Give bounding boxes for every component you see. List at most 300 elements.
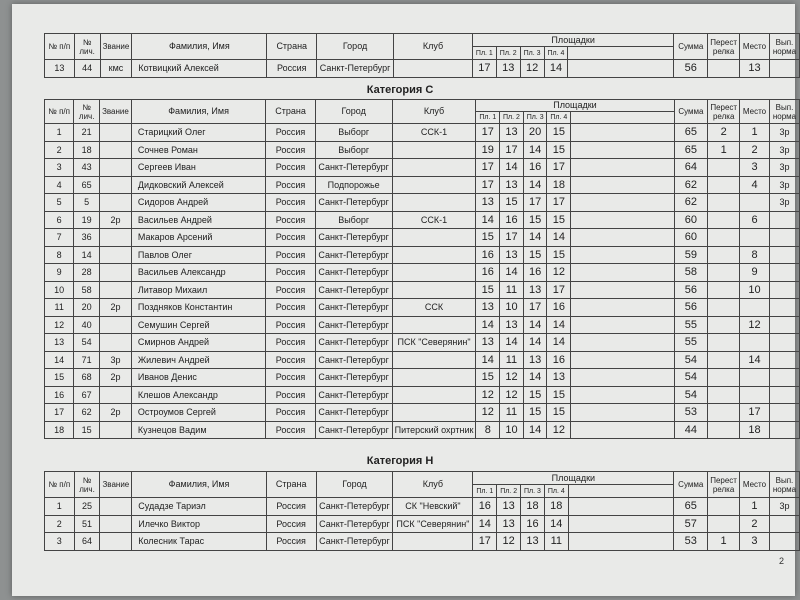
cell-pl3: 15 — [523, 211, 547, 229]
cell-name: Илечко Виктор — [132, 515, 267, 533]
cell-country: Россия — [266, 194, 315, 212]
cell-lic: 67 — [74, 386, 100, 404]
cell-city: Выборг — [315, 124, 392, 142]
cell-lic: 43 — [74, 159, 100, 177]
cell-city: Выборг — [315, 211, 392, 229]
cell-shootoff — [708, 281, 740, 299]
cell-country: Россия — [266, 421, 315, 439]
cell-rank: 2р — [100, 299, 132, 317]
header-pl-4: Пл. 4 — [544, 47, 568, 60]
cell-pl3: 14 — [523, 229, 547, 247]
cell-place — [740, 369, 770, 387]
cell-city: Санкт-Петербург — [315, 404, 392, 422]
header-pl-1: Пл. 1 — [473, 485, 497, 498]
cell-city: Санкт-Петербург — [315, 386, 392, 404]
cell-place: 2 — [740, 141, 770, 159]
cell-pl3: 14 — [523, 369, 547, 387]
cell-name: Кузнецов Вадим — [131, 421, 266, 439]
cell-shootoff — [708, 498, 740, 516]
header-shootoff: Перест релка — [708, 34, 740, 60]
cell-pl2: 14 — [500, 159, 524, 177]
cell-pl3: 13 — [523, 351, 547, 369]
cell-country: Россия — [266, 369, 315, 387]
cell-pl-extra — [571, 351, 674, 369]
cell-norm: 3р — [769, 176, 799, 194]
header-sum: Сумма — [674, 100, 708, 124]
cell-pl-extra — [571, 229, 674, 247]
cell-pl-extra — [568, 60, 674, 78]
cell-pl4: 16 — [547, 351, 571, 369]
cell-num: 16 — [45, 386, 74, 404]
header-country: Страна — [266, 472, 316, 498]
cell-city: Санкт-Петербург — [316, 498, 393, 516]
cell-pl1: 12 — [476, 404, 500, 422]
cell-pl2: 13 — [500, 316, 524, 334]
cell-pl2: 10 — [500, 421, 524, 439]
cell-pl-extra — [571, 386, 674, 404]
cell-pl1: 17 — [476, 159, 500, 177]
cell-name: Семушин Сергей — [131, 316, 266, 334]
cell-pl3: 14 — [523, 316, 547, 334]
cell-city: Санкт-Петербург — [315, 369, 392, 387]
table-row — [45, 515, 800, 533]
cell-lic: 58 — [74, 281, 100, 299]
cell-place: 1 — [739, 498, 769, 516]
cell-club: Питерский охртник — [392, 421, 476, 439]
header-country: Страна — [267, 34, 317, 60]
cell-pl2: 14 — [500, 334, 524, 352]
cell-lic: 20 — [74, 299, 100, 317]
cell-pl2: 11 — [500, 404, 524, 422]
cell-name: Сергеев Иван — [131, 159, 266, 177]
table-row — [45, 246, 800, 264]
cell-num: 12 — [45, 316, 74, 334]
cell-pl1: 16 — [476, 246, 500, 264]
cell-num: 4 — [45, 176, 74, 194]
cell-norm — [769, 533, 799, 551]
cell-pl1: 14 — [476, 351, 500, 369]
cell-place: 18 — [740, 421, 770, 439]
table-row — [45, 176, 800, 194]
cell-pl3: 14 — [523, 141, 547, 159]
category-h-title: Категория Н — [366, 455, 434, 467]
cell-lic: 71 — [74, 351, 100, 369]
cell-pl2: 13 — [500, 176, 524, 194]
cell-sum: 53 — [674, 533, 708, 551]
cell-club — [392, 404, 476, 422]
table-row — [45, 194, 800, 212]
cell-city: Санкт-Петербург — [315, 246, 392, 264]
cell-country: Россия — [266, 351, 315, 369]
cell-club: ССК-1 — [392, 211, 476, 229]
cell-shootoff: 1 — [708, 141, 740, 159]
cell-pl-extra — [571, 421, 674, 439]
cell-name: Сидоров Андрей — [131, 194, 266, 212]
header-platforms: Площадки — [473, 472, 674, 485]
header-row — [45, 34, 800, 47]
cell-country: Россия — [266, 176, 315, 194]
table-row — [45, 124, 800, 142]
header-platforms: Площадки — [472, 34, 673, 47]
header-name: Фамилия, Имя — [132, 472, 267, 498]
header-lic: № лич. — [74, 34, 100, 60]
cell-pl-extra — [571, 141, 674, 159]
cell-name: Иванов Денис — [131, 369, 266, 387]
cell-name: Литавор Михаил — [131, 281, 266, 299]
cell-pl4: 15 — [547, 124, 571, 142]
cell-country: Россия — [266, 246, 315, 264]
cell-rank — [100, 498, 132, 516]
table-row — [45, 264, 800, 282]
cell-club: ПСК "Северянин" — [393, 515, 473, 533]
cell-pl4: 14 — [544, 60, 568, 78]
header-pl-2: Пл. 2 — [496, 47, 520, 60]
cell-club — [392, 264, 476, 282]
header-pl-1: Пл. 1 — [476, 112, 500, 124]
cell-pl3: 16 — [523, 159, 547, 177]
cell-city: Санкт-Петербург — [315, 351, 392, 369]
cell-country: Россия — [266, 404, 315, 422]
cell-country: Россия — [266, 141, 315, 159]
header-lic: № лич. — [74, 472, 100, 498]
cell-city: Санкт-Петербург — [316, 515, 393, 533]
cell-shootoff: 1 — [708, 533, 740, 551]
cell-place: 9 — [740, 264, 770, 282]
cell-country: Россия — [266, 159, 315, 177]
cell-rank — [100, 533, 132, 551]
cell-num: 15 — [45, 369, 74, 387]
cell-num: 3 — [45, 533, 75, 551]
cell-country: Россия — [266, 515, 316, 533]
header-sum: Сумма — [674, 472, 708, 498]
cell-pl4: 18 — [544, 498, 568, 516]
cell-country: Россия — [267, 60, 317, 78]
table-row — [45, 334, 800, 352]
cell-club — [392, 176, 476, 194]
cell-place: 1 — [740, 124, 770, 142]
cell-country: Россия — [266, 281, 315, 299]
cell-pl1: 14 — [476, 211, 500, 229]
cell-pl1: 15 — [476, 281, 500, 299]
cell-rank — [100, 515, 132, 533]
cell-shootoff — [708, 404, 740, 422]
header-num: № п/п — [45, 472, 75, 498]
cell-shootoff — [708, 211, 740, 229]
cell-lic: 51 — [74, 515, 100, 533]
cell-pl-extra — [568, 515, 674, 533]
cell-pl3: 14 — [523, 421, 547, 439]
cell-sum: 60 — [674, 229, 708, 247]
cell-rank — [100, 421, 132, 439]
table-row — [45, 498, 800, 516]
cell-shootoff — [708, 334, 740, 352]
cell-norm: 3р — [769, 498, 799, 516]
header-sum: Сумма — [674, 34, 708, 60]
cell-pl2: 16 — [500, 211, 524, 229]
header-pl-extra — [571, 112, 674, 124]
header-club: Клуб — [393, 472, 473, 498]
page-number: 2 — [778, 556, 784, 566]
header-name: Фамилия, Имя — [132, 34, 267, 60]
cell-num: 7 — [45, 229, 74, 247]
cell-name: Макаров Арсений — [131, 229, 266, 247]
cell-club: ССК-1 — [392, 124, 476, 142]
cell-pl1: 13 — [476, 194, 500, 212]
cell-rank — [100, 159, 132, 177]
cell-city: Выборг — [315, 141, 392, 159]
header-lic: № лич. — [74, 100, 100, 124]
cell-city: Санкт-Петербург — [315, 229, 392, 247]
cell-shootoff — [708, 229, 740, 247]
cell-pl3: 12 — [520, 60, 544, 78]
cell-pl3: 18 — [521, 498, 545, 516]
cell-sum: 54 — [674, 386, 708, 404]
cell-rank: 2р — [100, 369, 132, 387]
cell-norm — [769, 369, 799, 387]
cell-shootoff — [708, 60, 740, 78]
cell-shootoff: 2 — [708, 124, 740, 142]
cell-shootoff — [708, 316, 740, 334]
cell-name: Котвицкий Алексей — [132, 60, 267, 78]
table-row — [45, 141, 800, 159]
cell-country: Россия — [266, 316, 315, 334]
cell-country: Россия — [266, 264, 315, 282]
cell-pl4: 15 — [547, 404, 571, 422]
cell-num: 5 — [45, 194, 74, 212]
table-row — [45, 211, 800, 229]
cell-pl1: 13 — [476, 334, 500, 352]
header-pl-extra — [568, 47, 674, 60]
cell-sum: 64 — [674, 159, 708, 177]
cell-club — [392, 351, 476, 369]
cell-pl2: 13 — [500, 124, 524, 142]
cell-shootoff — [708, 515, 740, 533]
cell-num: 1 — [45, 498, 75, 516]
cell-city: Санкт-Петербург — [315, 281, 392, 299]
cell-norm — [769, 246, 799, 264]
cell-place: 13 — [739, 60, 769, 78]
cell-lic: 14 — [74, 246, 100, 264]
cell-name: Дидковский Алексей — [131, 176, 266, 194]
cell-club — [393, 533, 473, 551]
cell-lic: 44 — [74, 60, 100, 78]
header-city: Город — [315, 100, 392, 124]
cell-pl2: 10 — [500, 299, 524, 317]
cell-country: Россия — [266, 498, 316, 516]
cell-rank — [100, 229, 132, 247]
cell-pl-extra — [571, 176, 674, 194]
cell-place: 14 — [740, 351, 770, 369]
cell-pl2: 12 — [500, 386, 524, 404]
header-rank: Звание — [100, 100, 132, 124]
cell-pl2: 12 — [500, 369, 524, 387]
header-name: Фамилия, Имя — [131, 100, 266, 124]
header-pl-2: Пл. 2 — [500, 112, 524, 124]
cell-pl2: 15 — [500, 194, 524, 212]
cell-rank — [100, 141, 132, 159]
cell-name: Павлов Олег — [131, 246, 266, 264]
table-row — [45, 281, 800, 299]
table-row — [45, 159, 800, 177]
cell-norm — [769, 351, 799, 369]
cell-club — [392, 386, 476, 404]
cell-place — [740, 229, 770, 247]
results-table-category-c — [44, 99, 800, 439]
cell-name: Смирнов Андрей — [131, 334, 266, 352]
cell-norm — [769, 316, 799, 334]
cell-lic: 40 — [74, 316, 100, 334]
cell-pl4: 17 — [547, 159, 571, 177]
cell-norm: 3р — [769, 124, 799, 142]
cell-pl3: 15 — [523, 246, 547, 264]
table-row — [45, 299, 800, 317]
cell-rank — [100, 246, 132, 264]
header-shootoff: Перест релка — [708, 472, 740, 498]
cell-club — [394, 60, 473, 78]
cell-pl4: 11 — [544, 533, 568, 551]
cell-club — [392, 281, 476, 299]
cell-club — [392, 159, 476, 177]
cell-norm — [769, 334, 799, 352]
cell-country: Россия — [266, 533, 316, 551]
cell-pl3: 17 — [523, 299, 547, 317]
cell-club: ПСК "Северянин" — [392, 334, 476, 352]
cell-norm: 3р — [769, 194, 799, 212]
cell-num: 14 — [45, 351, 74, 369]
cell-place — [740, 334, 770, 352]
cell-country: Россия — [266, 229, 315, 247]
cell-pl4: 14 — [544, 515, 568, 533]
cell-norm — [769, 264, 799, 282]
cell-pl2: 11 — [500, 351, 524, 369]
cell-sum: 65 — [674, 141, 708, 159]
cell-rank — [100, 124, 132, 142]
cell-rank — [100, 316, 132, 334]
cell-lic: 28 — [74, 264, 100, 282]
cell-pl-extra — [571, 299, 674, 317]
cell-pl1: 15 — [476, 369, 500, 387]
cell-pl3: 16 — [521, 515, 545, 533]
header-pl-4: Пл. 4 — [544, 485, 568, 498]
header-club: Клуб — [392, 100, 476, 124]
cell-pl1: 13 — [476, 299, 500, 317]
cell-lic: 5 — [74, 194, 100, 212]
header-pl-3: Пл. 3 — [523, 112, 547, 124]
cell-pl-extra — [571, 211, 674, 229]
cell-club: СК "Невский" — [393, 498, 473, 516]
cell-pl2: 13 — [497, 515, 521, 533]
table-row — [45, 351, 800, 369]
header-rank: Звание — [100, 34, 132, 60]
cell-sum: 65 — [674, 498, 708, 516]
cell-pl1: 12 — [476, 386, 500, 404]
cell-pl-extra — [571, 404, 674, 422]
cell-rank — [100, 194, 132, 212]
cell-num: 6 — [45, 211, 74, 229]
cell-pl1: 17 — [472, 60, 496, 78]
cell-shootoff — [708, 159, 740, 177]
header-platforms: Площадки — [476, 100, 674, 112]
cell-place: 10 — [740, 281, 770, 299]
header-city: Город — [317, 34, 394, 60]
cell-num: 11 — [45, 299, 74, 317]
cell-pl2: 13 — [500, 246, 524, 264]
header-place: Место — [739, 472, 769, 498]
cell-city: Санкт-Петербург — [315, 299, 392, 317]
cell-num: 10 — [45, 281, 74, 299]
cell-norm — [769, 404, 799, 422]
cell-pl1: 15 — [476, 229, 500, 247]
cell-sum: 55 — [674, 334, 708, 352]
cell-sum: 55 — [674, 316, 708, 334]
cell-sum: 65 — [674, 124, 708, 142]
cell-name: Остроумов Сергей — [131, 404, 266, 422]
cell-name: Старицкий Олег — [131, 124, 266, 142]
table-row — [45, 369, 800, 387]
cell-place: 12 — [740, 316, 770, 334]
cell-pl2: 14 — [500, 264, 524, 282]
cell-pl3: 15 — [523, 404, 547, 422]
header-rank: Звание — [100, 472, 132, 498]
table-row — [45, 229, 800, 247]
cell-pl-extra — [571, 124, 674, 142]
cell-lic: 36 — [74, 229, 100, 247]
cell-lic: 18 — [74, 141, 100, 159]
cell-city: Санкт-Петербург — [315, 194, 392, 212]
cell-norm — [769, 60, 799, 78]
header-pl-4: Пл. 4 — [547, 112, 571, 124]
cell-shootoff — [708, 264, 740, 282]
cell-pl4: 17 — [547, 281, 571, 299]
cell-norm — [769, 515, 799, 533]
cell-pl2: 11 — [500, 281, 524, 299]
cell-norm: 3р — [769, 141, 799, 159]
header-pl-2: Пл. 2 — [497, 485, 521, 498]
cell-pl3: 16 — [523, 264, 547, 282]
cell-lic: 68 — [74, 369, 100, 387]
cell-pl-extra — [571, 369, 674, 387]
cell-pl-extra — [571, 159, 674, 177]
cell-pl4: 18 — [547, 176, 571, 194]
cell-country: Россия — [266, 211, 315, 229]
cell-city: Санкт-Петербург — [315, 159, 392, 177]
cell-sum: 57 — [674, 515, 708, 533]
cell-city: Подпорожье — [315, 176, 392, 194]
cell-club — [392, 316, 476, 334]
cell-country: Россия — [266, 334, 315, 352]
cell-rank: 2р — [100, 404, 132, 422]
header-num: № п/п — [45, 100, 74, 124]
cell-place: 8 — [740, 246, 770, 264]
cell-pl4: 14 — [547, 316, 571, 334]
cell-pl4: 14 — [547, 334, 571, 352]
cell-num: 1 — [45, 124, 74, 142]
header-num: № п/п — [45, 34, 75, 60]
results-table-category-h — [44, 471, 800, 551]
table-row — [45, 533, 800, 551]
cell-num: 9 — [45, 264, 74, 282]
cell-pl4: 15 — [547, 141, 571, 159]
header-pl-1: Пл. 1 — [472, 47, 496, 60]
cell-lic: 15 — [74, 421, 100, 439]
cell-place: 17 — [740, 404, 770, 422]
cell-sum: 56 — [674, 60, 708, 78]
cell-shootoff — [708, 386, 740, 404]
cell-pl2: 17 — [500, 141, 524, 159]
cell-name: Сочнев Роман — [131, 141, 266, 159]
header-pl-3: Пл. 3 — [521, 485, 545, 498]
cell-place: 6 — [740, 211, 770, 229]
